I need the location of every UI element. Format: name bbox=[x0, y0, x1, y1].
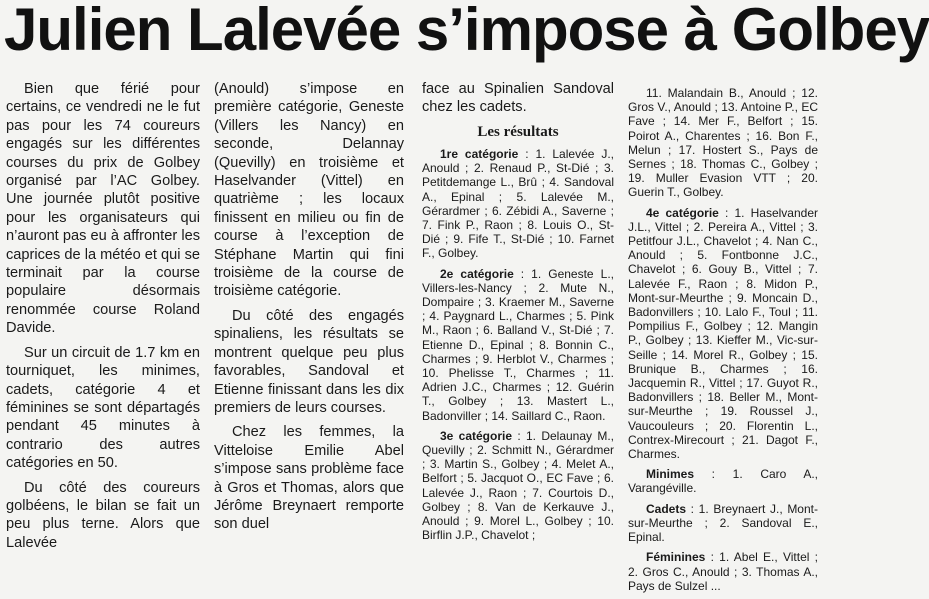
article-column-1 bbox=[6, 80, 200, 558]
category-results: : 1. Delaunay M., Quevilly ; 2. Schmitt N., Gérardmer ; 3. Martin S., Golbey ; 4. Melet A., Belfort ; 5. Jacquot O., EC Fave ; 6. Lalevée J., Raon ; 7. Courtois D., Golbey ; 8. Van de Kerkauve J., Anould ; 9. Morel L., Golbey ; 10. Birflin J.P., Chavelot ; bbox=[422, 428, 614, 543]
paragraph: Chez les femmes, la Vitteloise Emilie Abel s’impose sans problème face à Gros et Thomas, alors que Jérôme Breynaert remporte son duel bbox=[214, 424, 404, 533]
category-results: : 1. Haselvander J.L., Vittel ; 2. Pereira A., Vittel ; 3. Petitfour J.L., Chavelot ; 4. Nan C., Anould ; 5. Fontbonne J.C., Chavelot ; 6. Gouy B., Vittel ; 7. Lalevée F., Raon ; 8. Midon P., Mont-sur-Meurthe ; 9. Moncain D., Badonvillers ; 10. Lalo F., Toul ; 11. Pompilius F., Golbey ; 12. Mangin P., Golbey ; 13. Kieffer M., Vic-sur-Seille ; 14. Morel R., Golbey ; 15. Brunique B., Charmes ; 16. Jacquemin R., Vittel ; 17. Guyot R., Badonvillers ; 18. Beller M., Mont-sur-Meurthe ; 19. Roussel J., Vaucouleurs ; 20. Florentin L., Contrex-Mirecourt ; 21. Dagot F., Charmes. bbox=[628, 205, 818, 462]
category-results: : 1. Breynaert J., Mont-sur-Meurthe ; 2. Sandoval E., Epinal. bbox=[628, 501, 818, 545]
paragraph: face au Spinalien Sandoval chez les cadets. bbox=[422, 81, 614, 116]
category-results: : 1. Geneste L., Villers-les-Nancy ; 2. Mute N., Dompaire ; 3. Kraemer M., Saverne ; 4. Paygnard L., Charmes ; 5. Pink M., Raon ; 6. Balland V., St-Dié ; 7. Etienne D., Epinal ; 8. Bonnin C., Charmes ; 9. Herblot V., Charmes ; 10. Phelisse T., Charmes ; 11. Adrien J.C., Charmes ; 12. Guérin T., Golbey ; 13. Mastert L., Badonviller ; 14. Saillard C., Raon. bbox=[422, 266, 614, 423]
results-column-2 bbox=[628, 86, 818, 599]
paragraph: (Anould) s’impose en première catégorie, Geneste (Villers les Nancy) en seconde, Delannay (Quevilly) en troisième et Haselvander (Vittel) en quatrième ; les locaux finissent en milieu ou fin de course à l’exception de Stéphane Martin qui fini troisième de la course de troisième catégorie. bbox=[214, 81, 404, 300]
category-name: 2e catégorie bbox=[440, 266, 514, 281]
paragraph: Du côté des coureurs golbéens, le bilan se fait un peu plus terne. Alors que Lalevée bbox=[6, 479, 200, 551]
category-results: : 1. Caro A., Varangéville. bbox=[628, 467, 818, 496]
category-name: Féminines bbox=[646, 550, 706, 565]
results-title: Les résultats bbox=[477, 123, 559, 140]
results-category bbox=[422, 267, 614, 423]
paragraph: Du côté des engagés spinaliens, les résultats se montrent quelque peu plus favorables, Sandoval et Etienne finissant dans les dix premiers de leurs courses. bbox=[214, 307, 404, 416]
results-category bbox=[628, 467, 818, 495]
category-name: 3e catégorie bbox=[440, 428, 513, 443]
results-category bbox=[628, 86, 818, 200]
category-name: 4e catégorie bbox=[646, 205, 719, 220]
results-column-1 bbox=[422, 80, 614, 549]
paragraph: Sur un circuit de 1.7 km en tourniquet, les minimes, cadets, catégorie 4 et féminines se sont départagés pendant 45 minutes à contrario des autres catégories en 50. bbox=[6, 344, 200, 472]
article-column-2 bbox=[214, 80, 404, 540]
category-results: 11. Malandain B., Anould ; 12. Gros V., Anould ; 13. Antoine P., EC Fave ; 14. Mer F., Belfort ; 15. Poirot A., Charentes ; 16. Bon F., Melun ; 17. Hostert S., Pays de Sernes ; 18. Thomas C., Golbey ; 19. Muller Evasion VTT ; 20. Guerin T., Golbey. bbox=[628, 86, 818, 200]
headline: Julien Lalevée s’impose à Golbey bbox=[4, 0, 929, 63]
category-name: Minimes bbox=[646, 467, 695, 482]
category-results: : 1. Abel E., Vittel ; 2. Gros C., Anould ; 3. Thomas A., Pays de Sulzel ... bbox=[628, 550, 818, 593]
results-category bbox=[628, 206, 818, 462]
results-category bbox=[422, 147, 614, 261]
paragraph: Bien que férié pour certains, ce vendredi ne le fut pas pour les 74 coureurs engagés sur les différentes courses du prix de Golbey organisé par l’AC Golbey. Une journée plutôt positive pour les organisateurs qui n’auront pas eu à affronter les caprices de la météo et qui se terminait par la course populaire désormais renommée course Roland Davide. bbox=[6, 81, 200, 337]
category-name: 1re catégorie bbox=[440, 147, 519, 162]
category-results: : 1. Lalevée J., Anould ; 2. Renaud P., St-Dié ; 3. Petitdemange L., Brû ; 4. Sandoval A., Epinal ; 5. Lalevée M., Gérardmer ; 6. Zébidi A., Saverne ; 7. Fink P., Raon ; 8. Louis O., St-Dié ; 9. Fife T., St-Dié ; 10. Farnet F., Golbey. bbox=[422, 147, 614, 261]
results-category bbox=[628, 550, 818, 593]
results-category bbox=[422, 429, 614, 543]
category-name: Cadets bbox=[646, 501, 687, 516]
results-category bbox=[628, 502, 818, 545]
